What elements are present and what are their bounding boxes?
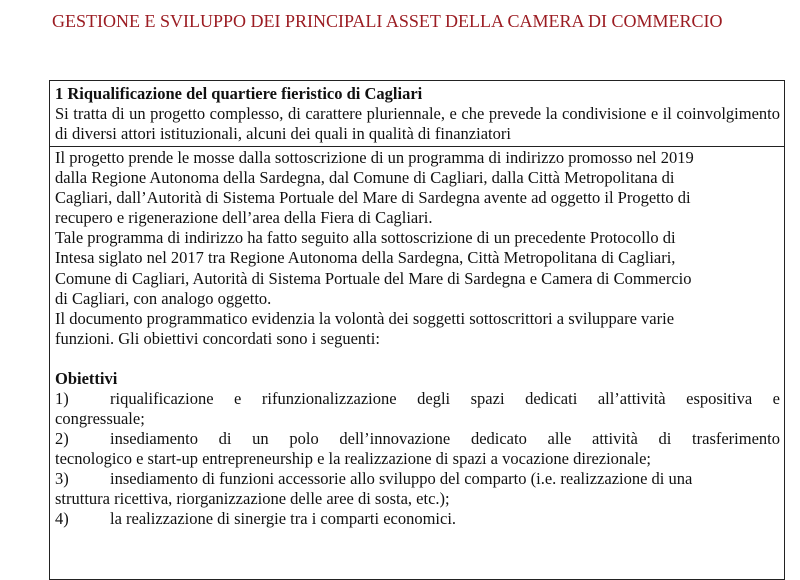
section-intro	[50, 81, 784, 147]
objective-number: 2)	[55, 428, 69, 448]
objective-number: 4)	[55, 508, 69, 528]
page-heading: GESTIONE E SVILUPPO DEI PRINCIPALI ASSET DELLA CAMERA DI COMMERCIO	[52, 11, 723, 31]
objective-number: 1)	[55, 388, 69, 408]
objective-number: 3)	[55, 468, 69, 488]
paragraph-line: Il documento programmatico evidenzia la volontà dei soggetti sottoscrittori a sviluppare varie	[55, 308, 675, 328]
objective-item	[55, 429, 780, 469]
objective-text: la realizzazione di sinergie tra i comparti economici.	[110, 508, 457, 528]
objective-text: insediamento di un polo dell’innovazione dedicato alle attività di trasferimento	[110, 428, 780, 448]
spacer	[55, 349, 780, 369]
paragraph-line: di Cagliari, con analogo oggetto.	[55, 288, 272, 308]
objective-text-continued: congressuale;	[55, 408, 145, 428]
paragraph-line: Cagliari, dall’Autorità di Sistema Portuale del Mare di Sardegna avente ad oggetto il Progetto di	[55, 188, 691, 208]
objective-text-continued: struttura ricettiva, riorganizzazione delle aree di sosta, etc.);	[55, 488, 450, 508]
paragraph	[55, 309, 780, 349]
section-box	[49, 80, 785, 580]
section-summary: Si tratta di un progetto complesso, di carattere pluriennale, e che prevede la condivisione e il coinvolgimento di diversi attori istituzionali, alcuni dei quali in qualità di finanziatori	[55, 104, 780, 143]
paragraph-line: Tale programma di indirizzo ha fatto seguito alla sottoscrizione di un precedente Protocollo di	[55, 228, 676, 248]
paragraph-line: Comune di Cagliari, Autorità di Sistema Portuale del Mare di Sardegna e Camera di Commercio	[55, 268, 692, 288]
paragraph-line: Il progetto prende le mosse dalla sottoscrizione di un programma di indirizzo promosso nel 2019	[55, 148, 694, 167]
objective-item	[55, 509, 780, 529]
objective-item	[55, 389, 780, 429]
objectives-heading: Obiettivi	[55, 368, 118, 388]
objective-text-continued: tecnologico e start-up entrepreneurship e la realizzazione di spazi a vocazione direzionale;	[55, 448, 651, 468]
paragraph-line: funzioni. Gli obiettivi concordati sono i seguenti:	[55, 328, 380, 348]
paragraph	[55, 148, 780, 228]
paragraph-line: dalla Regione Autonoma della Sardegna, dal Comune di Cagliari, dalla Città Metropolitana di	[55, 168, 675, 188]
paragraph	[55, 228, 780, 308]
objective-item	[55, 469, 780, 509]
section-title: 1 Riqualificazione del quartiere fieristico di Cagliari	[55, 84, 423, 103]
paragraph-line: recupero e rigenerazione dell’area della Fiera di Cagliari.	[55, 208, 433, 228]
paragraph-line: Intesa siglato nel 2017 tra Regione Autonoma della Sardegna, Città Metropolitana di Cagliari,	[55, 248, 676, 268]
objective-text: riqualificazione e rifunzionalizzazione degli spazi dedicati all’attività espositiva e	[110, 388, 780, 408]
section-body	[50, 147, 784, 529]
objective-text: insediamento di funzioni accessorie allo sviluppo del comparto (i.e. realizzazione di una	[110, 468, 693, 488]
